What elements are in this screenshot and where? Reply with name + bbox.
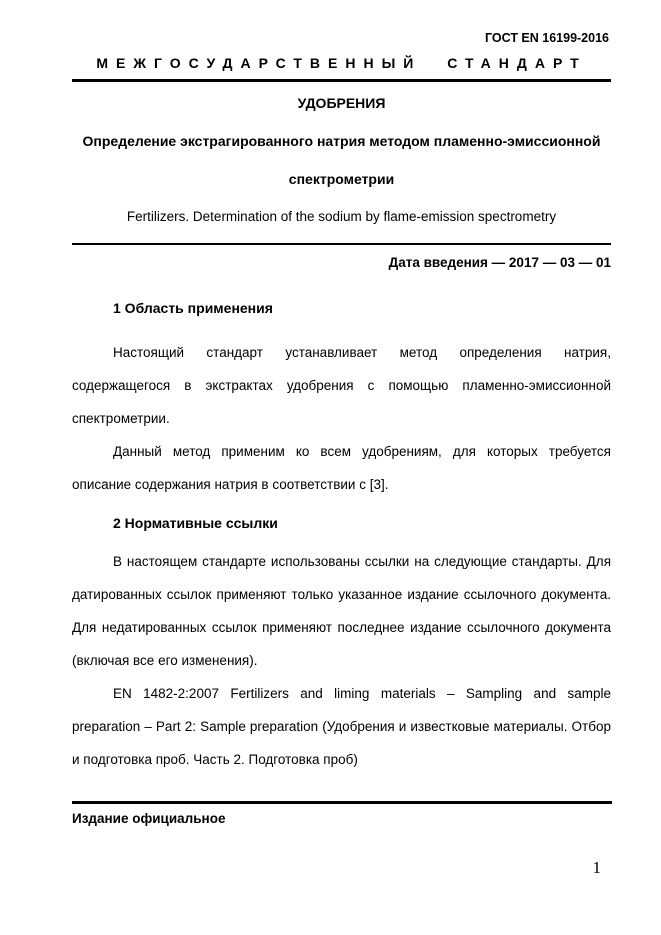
section-1-paragraph-1: Настоящий стандарт устанавливает метод определения натрия, содержащегося в экстрактах удобрения с помощью пламенно-эмиссионной спектрометрии. xyxy=(72,345,611,426)
effective-date: Дата введения — 2017 — 03 — 01 xyxy=(388,255,611,270)
section-2-heading: 2 Нормативные ссылки xyxy=(113,515,278,531)
page-number: 1 xyxy=(592,858,601,877)
section-1-paragraph-2: Данный метод применим ко всем удобрениям, для которых требуется описание содержания натрия в соответствии с [3]. xyxy=(72,444,611,492)
section-2-paragraph-1: В настоящем стандарте использованы ссылки на следующие стандарты. Для датированных ссылок применяют только указанное издание ссылочного документа. Для недатированных ссылок применяют последнее издание ссылочного документа (включая все его изменения). xyxy=(72,554,611,668)
title-block xyxy=(72,84,611,236)
footer-rule xyxy=(72,801,612,804)
section-1-heading: 1 Область применения xyxy=(113,300,273,316)
section-2-paragraph-2: EN 1482-2:2007 Fertilizers and liming materials – Sampling and sample preparation – Part 2: Sample preparation (Удобрения и известковые материалы. Отбор и подготовка проб. Часть 2. Подготовка проб) xyxy=(72,686,611,767)
header-rule xyxy=(72,79,611,82)
title-english: Fertilizers. Determination of the sodium by flame-emission spectrometry xyxy=(126,209,557,224)
title-subject: УДОБРЕНИЯ xyxy=(297,95,386,111)
official-edition-label: Издание официальное xyxy=(72,811,226,826)
title-separator-rule xyxy=(72,243,611,245)
standard-type-heading: МЕЖГОСУДАРСТВЕННЫЙ СТАНДАРТ xyxy=(96,55,587,71)
doc-number: ГОСТ EN 16199-2016 xyxy=(484,31,609,45)
title-full: Определение экстрагированного натрия методом пламенно-эмиссионной спектрометрии xyxy=(82,133,601,187)
